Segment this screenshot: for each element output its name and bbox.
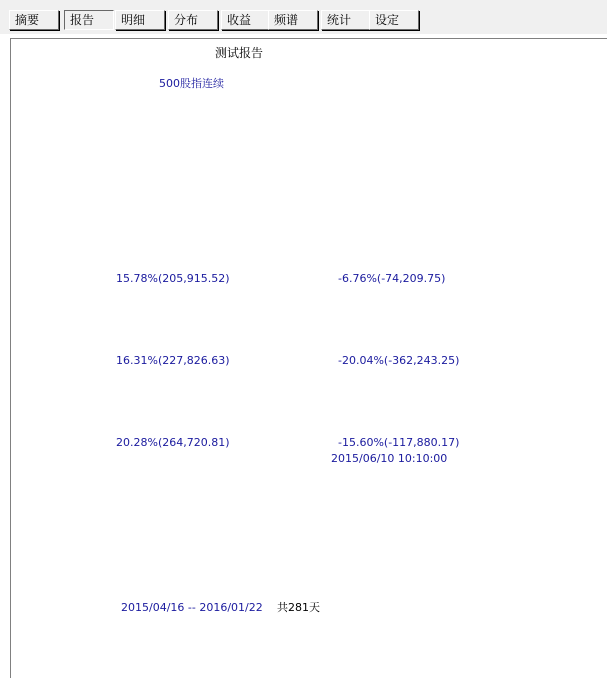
tab-bar: [0, 0, 607, 34]
test-days-value: 共281天: [277, 601, 320, 614]
tab-statistics[interactable]: 统计: [321, 10, 371, 30]
max-consec-win-amp-value: 16.31%(227,826.63): [116, 354, 230, 367]
max-consec-loss-amp-value: -20.04%(-362,243.25): [338, 354, 460, 367]
tab-settings[interactable]: 设定: [369, 10, 419, 30]
max-single-profit-value: 15.78%(205,915.52): [116, 272, 230, 285]
max-drawdown-time-value: 2015/06/10 10:10:00: [331, 452, 448, 465]
tab-distribution[interactable]: 分布: [168, 10, 218, 30]
report-title: 测试报告: [215, 46, 264, 60]
tab-returns[interactable]: 收益: [221, 10, 271, 30]
tab-details[interactable]: 明细: [115, 10, 165, 30]
test-time-value: 2015/04/16 -- 2016/01/22: [121, 601, 263, 614]
max-float-profit-value: 20.28%(264,720.81): [116, 436, 230, 449]
tab-summary[interactable]: 摘要: [9, 10, 59, 30]
max-single-loss-value: -6.76%(-74,209.75): [338, 272, 446, 285]
max-float-loss-value: -15.60%(-117,880.17): [338, 436, 460, 449]
tab-spectrum[interactable]: 频谱: [268, 10, 318, 30]
report-panel: [10, 38, 607, 678]
product-value: 500股指连续: [159, 77, 224, 90]
tab-report[interactable]: 报告: [64, 10, 114, 30]
